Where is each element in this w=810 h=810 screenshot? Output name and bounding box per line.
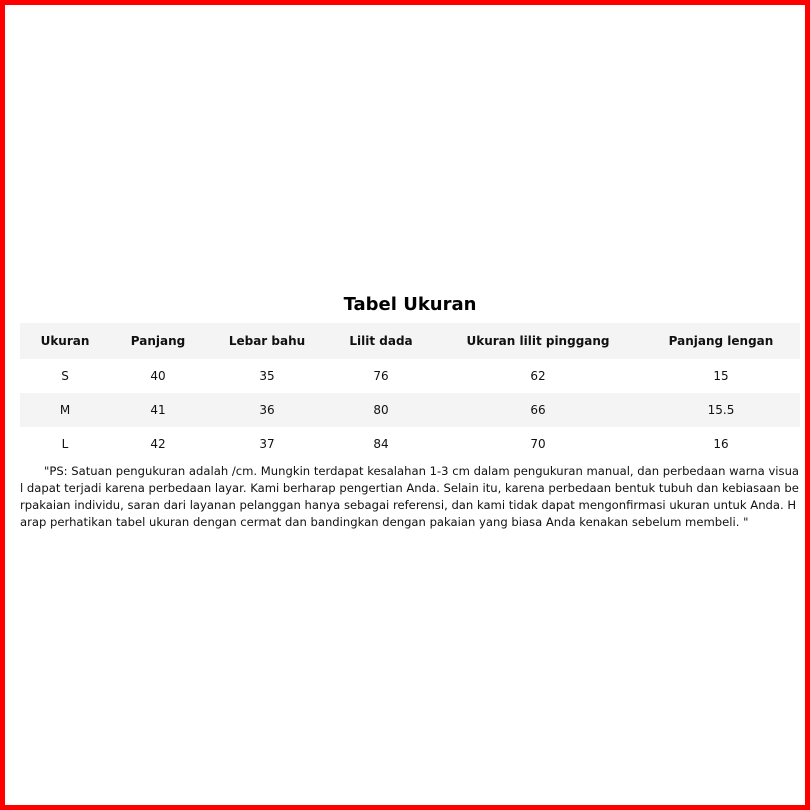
table-cell: 36 [206, 393, 328, 427]
header-waist: Ukuran lilit pinggang [434, 323, 642, 359]
table-cell: 62 [530, 369, 546, 383]
table-cell: 15.5 [642, 393, 800, 427]
measurement-note: "PS: Satuan pengukuran adalah /cm. Mungkin terdapat kesalahan 1-3 cm dalam pengukuran manual, dan perbedaan warna visual dapat terjadi karena perbedaan layar. Kami berharap pengertian Anda. Selain itu, karena perbedaan bentuk tubuh dan kebiasaan berpakaian individu, saran dari layanan pelanggan hanya sebagai referensi, dan kami tidak dapat mengonfirmasi ukuran untuk Anda. Harap perhatikan tabel ukuran dengan cermat dan bandingkan dengan pakaian yang biasa Anda kenakan sebelum membeli. " [20, 464, 800, 529]
page-title: Tabel Ukuran [343, 294, 477, 315]
table-cell: 15 [713, 369, 729, 383]
size-table [20, 323, 800, 461]
table-cell: M [20, 393, 110, 427]
table-cell: 80 [328, 393, 434, 427]
table-cell: L [61, 437, 69, 451]
size-chart [20, 291, 800, 531]
header-length: Panjang [110, 323, 206, 359]
table-cell: 42 [150, 437, 166, 451]
table-cell: 37 [259, 437, 275, 451]
table-row [20, 393, 800, 427]
table-cell: 40 [150, 369, 166, 383]
table-cell: 84 [373, 437, 389, 451]
table-cell: 35 [259, 369, 275, 383]
table-cell: 16 [713, 437, 729, 451]
header-size: Ukuran [20, 323, 110, 359]
table-row [20, 359, 800, 393]
table-row [20, 427, 800, 461]
table-header-row [20, 323, 800, 359]
table-cell: 70 [530, 437, 546, 451]
header-chest: Lilit dada [328, 323, 434, 359]
table-cell: S [61, 369, 69, 383]
table-cell: 66 [434, 393, 642, 427]
header-shoulder-width: Lebar bahu [206, 323, 328, 359]
table-cell: 41 [110, 393, 206, 427]
header-sleeve-length: Panjang lengan [642, 323, 800, 359]
table-cell: 76 [373, 369, 389, 383]
